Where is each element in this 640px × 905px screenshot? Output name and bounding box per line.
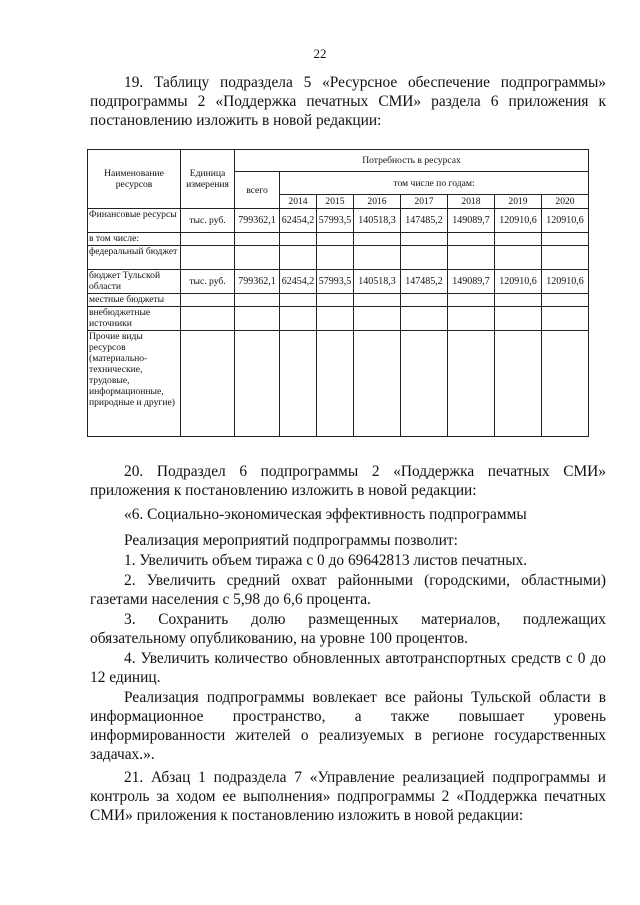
header-year: 2015 bbox=[317, 195, 354, 209]
row-year-value bbox=[542, 331, 589, 437]
row-year-value: 140518,3 bbox=[354, 270, 401, 294]
row-total bbox=[235, 331, 280, 437]
row-name: в том числе: bbox=[88, 233, 181, 246]
row-year-value bbox=[495, 246, 542, 270]
item-19-paragraph: 19. Таблицу подраздела 5 «Ресурсное обеспечение подпрограммы» подпрограммы 2 «Поддержка печатных СМИ» раздела 6 приложения к постановлению изложить в новой редакции: bbox=[90, 74, 606, 129]
row-name: федеральный бюджет bbox=[88, 246, 181, 270]
row-year-value bbox=[280, 294, 317, 307]
row-total bbox=[235, 233, 280, 246]
header-year: 2014 bbox=[280, 195, 317, 209]
row-year-value: 120910,6 bbox=[495, 270, 542, 294]
row-year-value bbox=[495, 233, 542, 246]
row-year-value bbox=[280, 331, 317, 437]
row-total: 799362,1 bbox=[235, 270, 280, 294]
row-name: бюджет Тульской области bbox=[88, 270, 181, 294]
row-year-value: 149089,7 bbox=[448, 209, 495, 233]
row-year-value bbox=[495, 307, 542, 331]
page-number: 22 bbox=[313, 46, 327, 61]
row-year-value bbox=[354, 233, 401, 246]
header-year: 2019 bbox=[495, 195, 542, 209]
table-row bbox=[88, 294, 589, 307]
row-year-value bbox=[317, 246, 354, 270]
row-year-value bbox=[448, 294, 495, 307]
row-year-value bbox=[317, 331, 354, 437]
table-row bbox=[88, 307, 589, 331]
row-year-value bbox=[317, 307, 354, 331]
table-row bbox=[88, 233, 589, 246]
row-year-value: 57993,5 bbox=[317, 209, 354, 233]
header-year: 2016 bbox=[354, 195, 401, 209]
item-20-paragraph: 20. Подраздел 6 подпрограммы 2 «Поддержка печатных СМИ» приложения к постановлению изложить в новой редакции: bbox=[90, 463, 606, 499]
row-name: Финансовые ресурсы bbox=[88, 209, 181, 233]
row-year-value bbox=[495, 331, 542, 437]
row-name: внебюджетные источники bbox=[88, 307, 181, 331]
row-year-value bbox=[448, 233, 495, 246]
row-year-value: 120910,6 bbox=[542, 209, 589, 233]
row-year-value: 62454,2 bbox=[280, 209, 317, 233]
row-total bbox=[235, 246, 280, 270]
row-year-value bbox=[354, 294, 401, 307]
table-row bbox=[88, 331, 589, 437]
table-row bbox=[88, 270, 589, 294]
row-year-value bbox=[317, 233, 354, 246]
row-unit bbox=[181, 294, 235, 307]
section-6-closing: Реализация подпрограммы вовлекает все районы Тульской области в информационное пространство, а также повышает уровень информированности жителей о реализуемых в регионе государственных задачах.». bbox=[90, 689, 606, 763]
row-year-value bbox=[401, 294, 448, 307]
row-year-value: 149089,7 bbox=[448, 270, 495, 294]
row-year-value bbox=[448, 246, 495, 270]
row-unit: тыс. руб. bbox=[181, 209, 235, 233]
row-name: Прочие виды ресурсов (материально-технические, трудовые, информационные, природные и другие) bbox=[88, 331, 181, 437]
section-6-point: 2. Увеличить средний охват районными (городскими, областными) газетами населения с 5,98 до 6,6 процента. bbox=[90, 572, 606, 608]
row-year-value: 147485,2 bbox=[401, 209, 448, 233]
row-year-value bbox=[354, 246, 401, 270]
row-unit: тыс. руб. bbox=[181, 270, 235, 294]
row-unit bbox=[181, 307, 235, 331]
row-year-value bbox=[280, 246, 317, 270]
row-year-value bbox=[317, 294, 354, 307]
header-total: всего bbox=[235, 172, 280, 209]
row-year-value bbox=[401, 307, 448, 331]
row-year-value: 57993,5 bbox=[317, 270, 354, 294]
row-year-value bbox=[280, 307, 317, 331]
row-year-value bbox=[448, 307, 495, 331]
header-by-years: том числе по годам: bbox=[280, 172, 589, 195]
row-year-value: 140518,3 bbox=[354, 209, 401, 233]
row-year-value bbox=[401, 246, 448, 270]
section-6-heading: «6. Социально-экономическая эффективность подпрограммы bbox=[124, 506, 527, 523]
header-year: 2017 bbox=[401, 195, 448, 209]
row-total: 799362,1 bbox=[235, 209, 280, 233]
header-year: 2020 bbox=[542, 195, 589, 209]
row-year-value bbox=[542, 246, 589, 270]
row-year-value: 147485,2 bbox=[401, 270, 448, 294]
row-unit bbox=[181, 246, 235, 270]
row-year-value bbox=[542, 233, 589, 246]
header-year: 2018 bbox=[448, 195, 495, 209]
row-unit bbox=[181, 233, 235, 246]
section-6-intro: Реализация мероприятий подпрограммы позволит: bbox=[124, 532, 458, 549]
section-6-point: 3. Сохранить долю размещенных материалов, подлежащих обязательному опубликованию, на уровне 100 процентов. bbox=[90, 611, 606, 647]
row-year-value: 62454,2 bbox=[280, 270, 317, 294]
row-year-value bbox=[280, 233, 317, 246]
row-year-value bbox=[354, 331, 401, 437]
row-year-value bbox=[448, 331, 495, 437]
header-need: Потребность в ресурсах bbox=[235, 150, 589, 172]
section-6-point: 1. Увеличить объем тиража с 0 до 69642813 листов печатных. bbox=[124, 552, 528, 569]
item-21-paragraph: 21. Абзац 1 подраздела 7 «Управление реализацией подпрограммы и контроль за ходом ее выполнения» подпрограммы 2 «Поддержка печатных СМИ» приложения к постановлению изложить в новой редакции: bbox=[90, 769, 606, 824]
row-year-value: 120910,6 bbox=[542, 270, 589, 294]
row-year-value bbox=[354, 307, 401, 331]
row-unit bbox=[181, 331, 235, 437]
resource-table bbox=[87, 149, 589, 437]
header-name: Наименование ресурсов bbox=[88, 150, 181, 209]
section-6-point: 4. Увеличить количество обновленных автотранспортных средств с 0 до 12 единиц. bbox=[90, 650, 606, 686]
header-unit: Единица измерения bbox=[181, 150, 235, 209]
table-row bbox=[88, 209, 589, 233]
row-year-value bbox=[542, 307, 589, 331]
table-row bbox=[88, 246, 589, 270]
row-name: местные бюджеты bbox=[88, 294, 181, 307]
row-year-value: 120910,6 bbox=[495, 209, 542, 233]
row-year-value bbox=[401, 331, 448, 437]
row-year-value bbox=[401, 233, 448, 246]
row-year-value bbox=[495, 294, 542, 307]
row-total bbox=[235, 307, 280, 331]
row-total bbox=[235, 294, 280, 307]
row-year-value bbox=[542, 294, 589, 307]
